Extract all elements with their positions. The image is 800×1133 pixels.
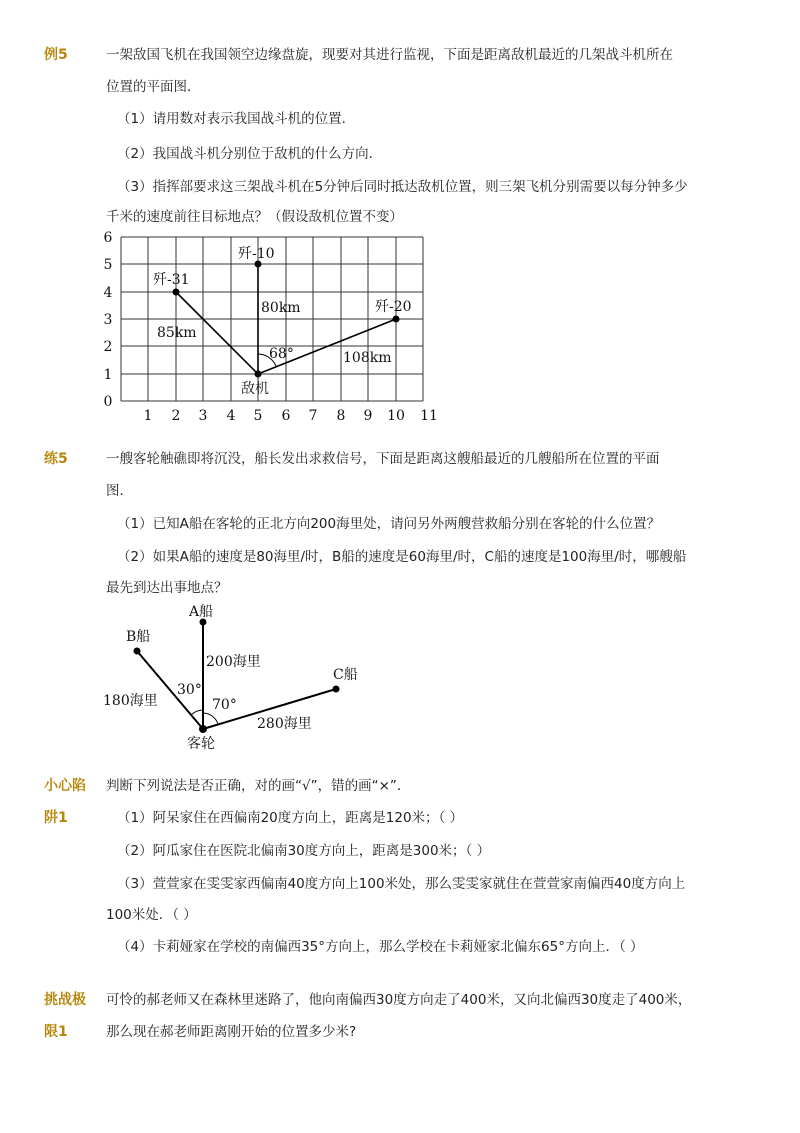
x-tick-label: 7 <box>308 408 318 424</box>
distance-ship-b: 180海里 <box>103 693 158 709</box>
label-j20: 歼-20 <box>375 299 412 315</box>
label-j10: 歼-10 <box>238 246 275 262</box>
grid-position-diagram <box>95 228 455 428</box>
example-5-tag: 例5 <box>44 47 68 63</box>
y-tick-label: 3 <box>103 312 113 328</box>
point-j20 <box>393 316 400 323</box>
example-5-text-line1: 一架敌国飞机在我国领空边缘盘旋，现要对其进行监视，下面是距离敌机最近的几架战斗机所在 <box>106 47 673 63</box>
y-tick-label: 0 <box>103 394 113 410</box>
label-ship-b: B船 <box>126 629 151 645</box>
ship-position-diagram <box>95 597 395 757</box>
point-enemy <box>255 371 262 378</box>
trap-1-statement-4: （4）卡莉娅家在学校的南偏西35°方向上，那么学校在卡莉娅家北偏东65°方向上．（ ） <box>117 939 644 955</box>
angle-arc-c <box>203 713 218 724</box>
example-5-question-3-line2: 千米的速度前往目标地点？（假设敌机位置不变） <box>106 209 403 225</box>
x-tick-label: 2 <box>171 408 181 424</box>
example-5-question-1: （1）请用数对表示我国战斗机的位置． <box>117 111 356 127</box>
example-5-question-2: （2）我国战斗机分别位于敌机的什么方向． <box>117 146 383 162</box>
trap-1-statement-3-line2: 100米处．（ ） <box>106 907 197 923</box>
x-tick-label: 4 <box>226 408 236 424</box>
y-tick-label: 6 <box>103 230 113 246</box>
distance-j20: 108km <box>343 350 392 366</box>
exercise-5-question-2-line2: 最先到达出事地点？ <box>106 580 228 596</box>
label-j31: 歼-31 <box>153 272 190 288</box>
label-enemy: 敌机 <box>241 381 269 397</box>
distance-j10: 80km <box>261 300 301 316</box>
example-5-text-line2: 位置的平面图． <box>106 79 201 95</box>
exercise-5-question-2-line1: （2）如果A船的速度是80海里/时，B船的速度是60海里/时，C船的速度是100海里/时，哪艘船 <box>117 549 687 565</box>
trap-1-intro: 判断下列说法是否正确，对的画“√”，错的画“×”． <box>106 778 411 794</box>
x-tick-label: 8 <box>336 408 346 424</box>
label-passenger-ship: 客轮 <box>187 736 215 752</box>
trap-1-tag-line2: 阱1 <box>44 810 68 826</box>
x-tick-label: 9 <box>363 408 373 424</box>
y-tick-label: 5 <box>103 257 113 273</box>
challenge-1-tag-line1: 挑战极 <box>44 992 86 1008</box>
x-tick-label: 3 <box>198 408 208 424</box>
x-tick-label: 5 <box>253 408 263 424</box>
label-ship-c: C船 <box>333 667 358 683</box>
exercise-5-text-line1: 一艘客轮触礁即将沉没，船长发出求救信号，下面是距离这艘船最近的几艘船所在位置的平面 <box>106 451 660 467</box>
exercise-5-question-1: （1）已知A船在客轮的正北方向200海里处，请问另外两艘营救船分别在客轮的什么位置？ <box>117 516 661 532</box>
x-tick-label: 1 <box>143 408 153 424</box>
angle-label-c: 70° <box>212 697 237 713</box>
y-tick-label: 1 <box>103 367 113 383</box>
point-ship-b <box>134 648 141 655</box>
exercise-5-tag: 练5 <box>44 451 68 467</box>
point-passenger-ship <box>199 725 207 733</box>
trap-1-tag-line1: 小心陷 <box>44 778 86 794</box>
angle-label-b: 30° <box>177 682 202 698</box>
y-tick-label: 2 <box>103 339 113 355</box>
x-tick-label: 10 <box>387 408 405 424</box>
trap-1-statement-1: （1）阿呆家住在西偏南20度方向上，距离是120米；（ ） <box>117 810 464 826</box>
exercise-5-text-line2: 图． <box>106 483 133 499</box>
y-tick-label: 4 <box>103 285 113 301</box>
challenge-1-text-line2: 那么现在郝老师距离刚开始的位置多少米? <box>106 1024 357 1040</box>
angle-label: 68° <box>269 346 294 362</box>
label-ship-a: A船 <box>189 604 214 620</box>
challenge-1-text-line1: 可怜的郝老师又在森林里迷路了，他向南偏西30度方向走了400米，又向北偏西30度走了400米， <box>106 992 692 1008</box>
challenge-1-tag-line2: 限1 <box>44 1024 68 1040</box>
point-ship-c <box>333 686 340 693</box>
angle-arc-b <box>191 710 203 715</box>
distance-ship-a: 200海里 <box>206 654 261 670</box>
trap-1-statement-2: （2）阿瓜家住在医院北偏南30度方向上，距离是300米；（ ） <box>117 843 491 859</box>
point-j31 <box>173 289 180 296</box>
distance-j31: 85km <box>157 325 197 341</box>
distance-ship-c: 280海里 <box>257 716 312 732</box>
x-tick-label: 6 <box>281 408 291 424</box>
trap-1-statement-3-line1: （3）萱萱家在雯雯家西偏南40度方向上100米处，那么雯雯家就住在萱萱家南偏西40度方向上 <box>117 876 686 892</box>
example-5-question-3-line1: （3）指挥部要求这三架战斗机在5分钟后同时抵达敌机位置，则三架飞机分别需要以每分钟多少 <box>117 179 688 195</box>
x-tick-label: 11 <box>420 408 438 424</box>
